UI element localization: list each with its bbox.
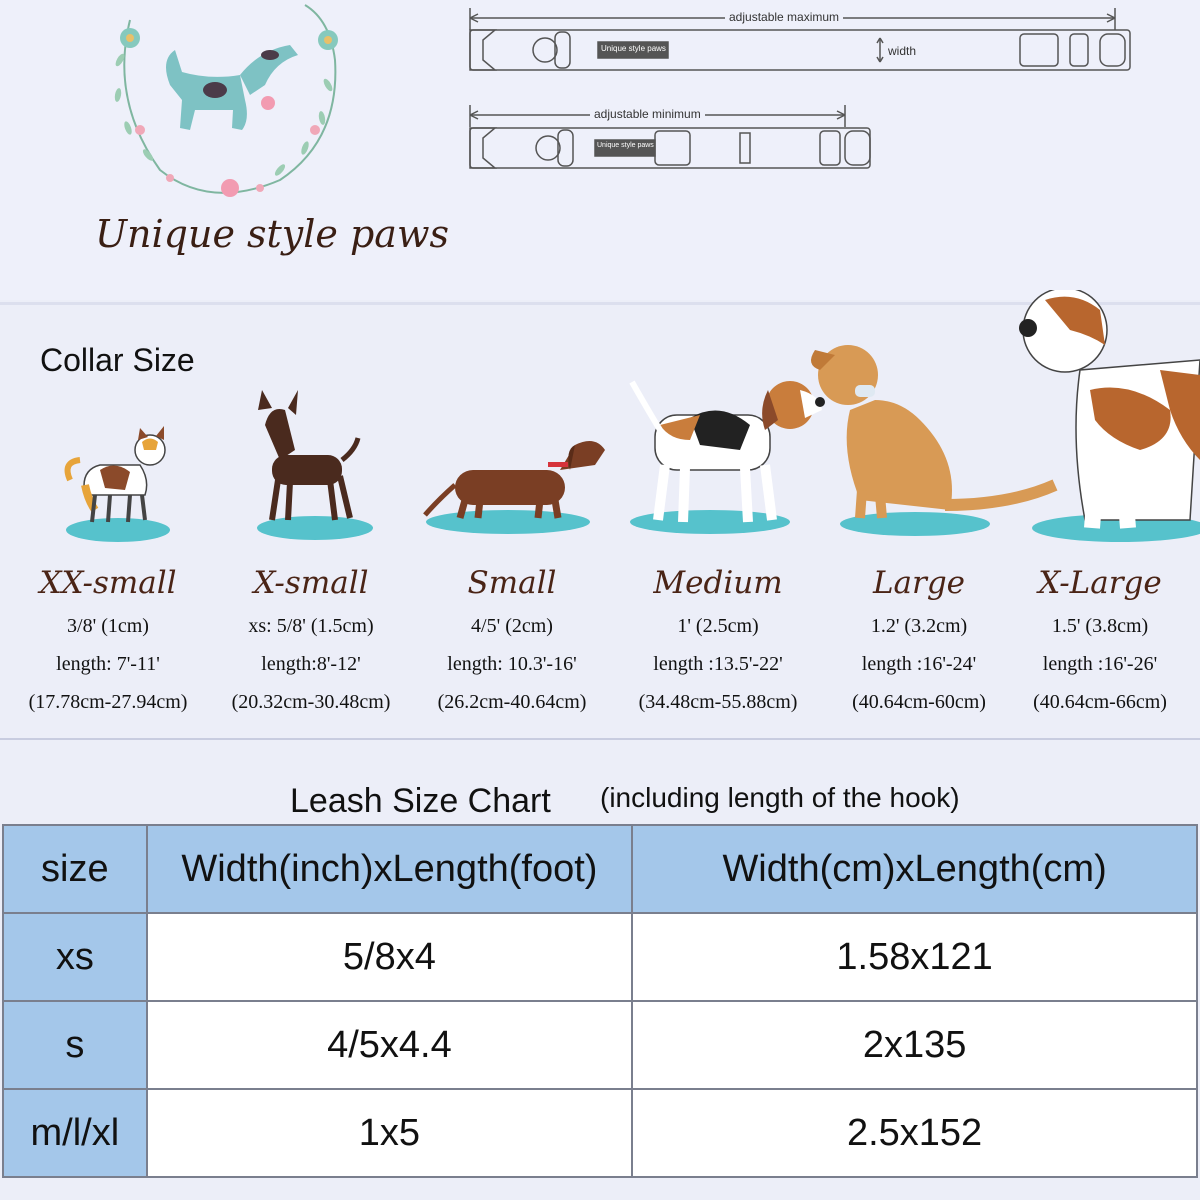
width-label: width	[888, 44, 917, 58]
collar-tag-text: Unique style paws	[601, 44, 666, 53]
row-size: m/l/xl	[3, 1089, 147, 1177]
size-length: length :16'-26'	[1042, 653, 1158, 675]
size-metric: (17.78cm-27.94cm)	[28, 691, 188, 713]
leash-section-divider	[0, 738, 1200, 740]
collar-tag-text-min: Unique style paws	[597, 142, 654, 149]
size-length: length :16'-24'	[861, 653, 977, 675]
size-width: 3/8' (1cm)	[67, 615, 149, 637]
size-name: XX-small	[39, 565, 177, 601]
collar-size-title: Collar Size	[40, 342, 195, 378]
collar-size-xx-small	[8, 565, 208, 729]
dog-small-illustration	[425, 441, 605, 518]
brand-name: Unique style paws	[95, 212, 449, 256]
size-metric: (40.64cm-66cm)	[1033, 691, 1167, 713]
size-metric: (40.64cm-60cm)	[852, 691, 986, 713]
header-size: size	[3, 825, 147, 913]
size-metric: (26.2cm-40.64cm)	[437, 691, 587, 713]
table-row	[3, 1089, 1197, 1177]
header-inch: Width(inch)xLength(foot)	[147, 825, 633, 913]
size-width: 4/5' (2cm)	[471, 615, 553, 637]
row-cm: 2.5x152	[632, 1089, 1197, 1177]
collar-size-large	[819, 565, 1019, 729]
row-cm: 2x135	[632, 1001, 1197, 1089]
size-width: xs: 5/8' (1.5cm)	[248, 615, 374, 637]
dog-large-illustration	[811, 345, 1055, 518]
size-metric: (20.32cm-30.48cm)	[231, 691, 391, 713]
collar-size-x-small	[211, 565, 411, 729]
size-width: 1' (2.5cm)	[677, 615, 759, 637]
brand-logo-wreath	[100, 0, 360, 215]
pet-illustrations	[0, 290, 1200, 550]
size-width: 1.5' (3.8cm)	[1051, 615, 1149, 637]
collar-size-x-large	[1000, 565, 1200, 729]
adjustable-maximum-label: adjustable maximum	[725, 10, 843, 24]
row-inch: 1x5	[147, 1089, 633, 1177]
size-metric: (34.48cm-55.88cm)	[638, 691, 798, 713]
header-cm: Width(cm)xLength(cm)	[632, 825, 1197, 913]
size-name: X-small	[253, 565, 369, 601]
leash-chart-title: Leash Size Chart	[290, 782, 551, 820]
table-header-row	[3, 825, 1197, 913]
collar-diagram	[460, 0, 1160, 180]
row-inch: 5/8x4	[147, 913, 633, 1001]
row-size: s	[3, 1001, 147, 1089]
dog-medium-illustration	[632, 381, 825, 522]
table-row	[3, 913, 1197, 1001]
row-cm: 1.58x121	[632, 913, 1197, 1001]
size-name: Large	[872, 565, 966, 601]
size-name: X-Large	[1038, 565, 1162, 601]
collar-size-small	[412, 565, 612, 729]
size-length: length: 10.3'-16'	[447, 653, 577, 675]
leash-chart-subtitle: (including length of the hook)	[600, 782, 960, 813]
size-length: length:8'-12'	[261, 653, 361, 675]
size-width: 1.2' (3.2cm)	[870, 615, 968, 637]
size-name: Medium	[653, 565, 783, 601]
adjustable-minimum-label: adjustable minimum	[590, 107, 705, 121]
size-length: length: 7'-11'	[56, 653, 160, 675]
leash-size-table	[2, 824, 1198, 1178]
collar-size-medium	[618, 565, 818, 729]
table-row	[3, 1001, 1197, 1089]
size-length: length :13.5'-22'	[653, 653, 783, 675]
dog-x-small-illustration	[258, 390, 358, 520]
row-size: xs	[3, 913, 147, 1001]
row-inch: 4/5x4.4	[147, 1001, 633, 1089]
cat-xx-small-illustration	[68, 426, 165, 522]
size-name: Small	[467, 565, 557, 601]
